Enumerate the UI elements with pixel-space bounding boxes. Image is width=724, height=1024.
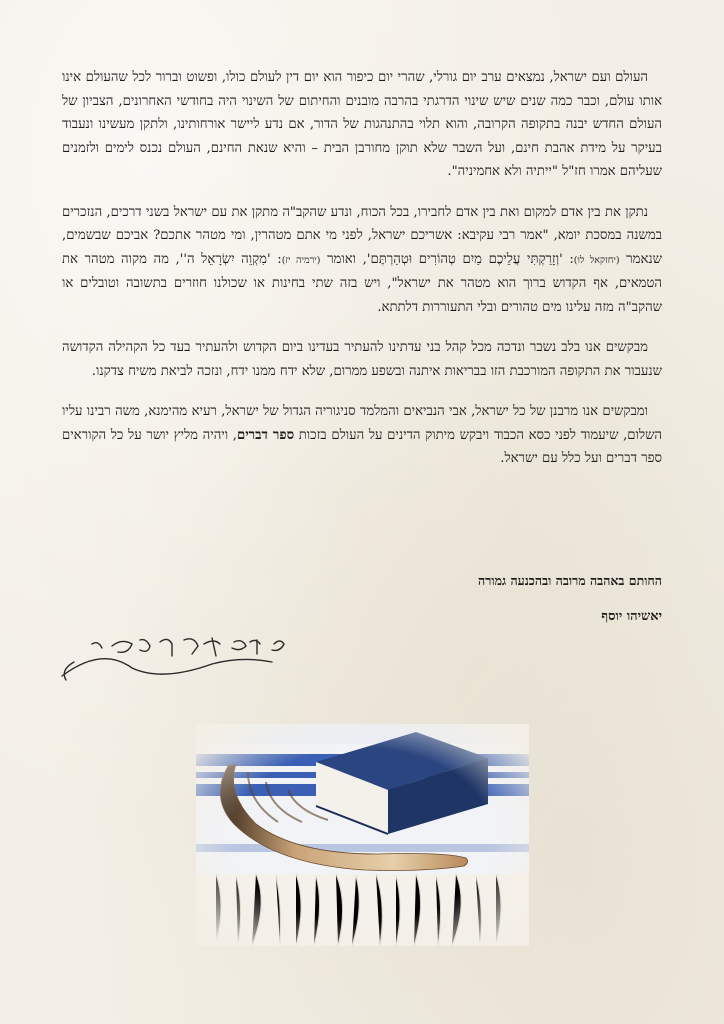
- paragraph-4-part-2: , ויהיה מליץ יושר על כל הקוראים ספר דברים ועל כלל עם ישראל.: [62, 427, 662, 466]
- photo-shofar-book-tallit: [196, 724, 529, 946]
- paragraph-2-part-3: : 'מִקְוֵה יִשְׂרָאֵל ה'', מה מקוה מטהר את הטמאים, אף הקדוש ברוך הוא מטהר את ישראל", ויש בזה שתי בחינות או שכולנו חוזרים בתשובה וטובלים או שהקב"ה מזה עלינו מים טהורים ובלי התעוררות דלתתא.: [62, 251, 662, 315]
- source-reference-ezekiel: (יחזקאל לו): [573, 254, 620, 266]
- source-reference-jeremiah: (ירמיה יז): [281, 254, 321, 266]
- signer-name: יאשיהו יוסף: [601, 609, 662, 624]
- paragraph-4-part-1: ומבקשים אנו מרבנן של כל ישראל, אבי הנביאים והמלמד סניגוריה הגדול של ישראל, רעיא מהימנא, משה רבינו עליו השלום, שיעמוד לפני כסא הכבוד ויבקש מיתוק הדינים על העולם בזכות: [62, 404, 663, 443]
- handwritten-signature: [52, 630, 292, 690]
- book-name: ספר דברים: [237, 427, 295, 443]
- closing-line: החותם באהבה מרובה ובהכנעה גמורה: [478, 573, 662, 588]
- paragraph-2-part-2: : 'וְזָרַקְתִּי עֲלֵיכֶם מַיִם טְהוֹרִים וּטְהַרְתֶּם', ואומר: [320, 251, 574, 267]
- paragraph-1: העולם ועם ישראל, נמצאים ערב יום גורלי, שהרי יום כיפור הוא יום דין לעולם כולו, ופשוט וברור לכל שהעולם אינו אותו עולם, וכבר כמה שנים שיש שינוי הדרגתי בהרבה מובנים והחיתום של השינוי היה בחודשי האחרונים, הצביון של העולם החדש יבנה בתקופה הקרובה, והוא תלוי בהתנהגות של הדור, אם נדע ליישר אורחותינו, ולתקן מעשינו ונעבוד בעיקר על מידת אהבת חינם, ועל השבר שלא תוקן מחורבן הבית – והיא שנאת החינם, העולם נכנס לימים ולזמנים שעליהם אמרו חז"ל "ייתיה ולא אחמיניה".: [62, 70, 662, 179]
- letter-body: [62, 66, 662, 488]
- paragraph-3: מבקשים אנו בלב נשבר ונדכה מכל קהל בני עדתינו להעתיר בעדינו ביום הקדוש ולהעתיר בעד כל הקהילה הקדושה שנעבור את התקופה המורכבת הזו בבריאות איתנה ובשפע ממרום, שלא ידח ממנו ידח, ונזכה לביאת משיח צדקנו.: [62, 340, 662, 379]
- paragraph-4: [62, 400, 662, 471]
- paragraph-2: [62, 201, 662, 320]
- paragraph-2-part-1: נתקן את בין אדם למקום ואת בין אדם לחבירו, בכל הכוח, ונדע שהקב"ה מתקן את עם ישראל בשני דרכים, הנזכרים במשנה במסכת יומא, "אמר רבי עקיבא: אשריכם ישראל, לפני מי אתם מטהרין, ומי מטהר אתכם? אביכם שבשמים, שנאמר: [62, 204, 662, 267]
